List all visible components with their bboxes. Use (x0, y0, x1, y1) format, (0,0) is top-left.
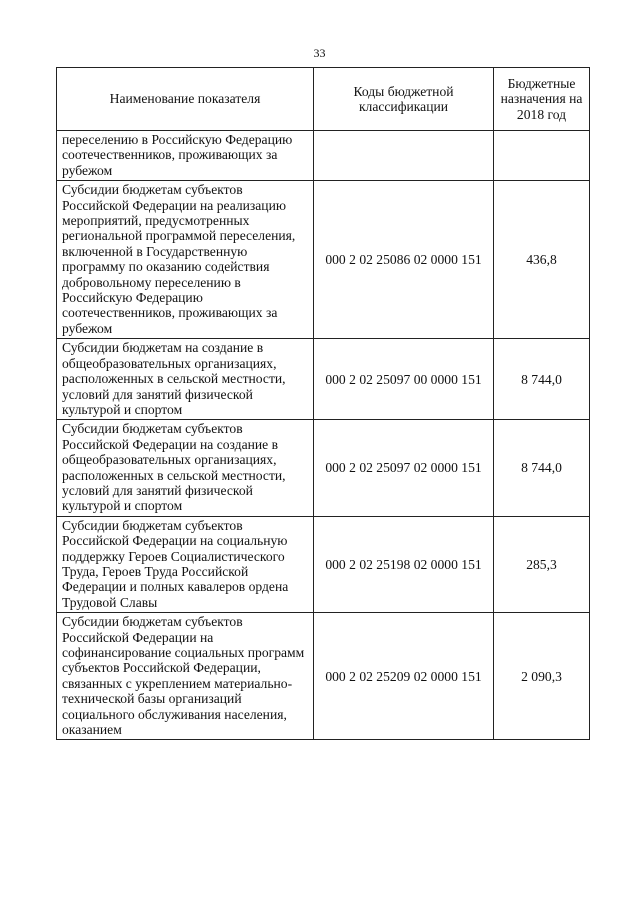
row-code-cell: 000 2 02 25086 02 0000 151 (314, 181, 494, 339)
column-header-name: Наименование показателя (57, 68, 314, 131)
row-amount-cell: 8 744,0 (494, 339, 590, 420)
row-amount-cell: 8 744,0 (494, 420, 590, 516)
column-header-code: Коды бюджетной классификации (314, 68, 494, 131)
row-code-cell: 000 2 02 25097 00 0000 151 (314, 339, 494, 420)
table-row (57, 339, 590, 420)
row-code-cell: 000 2 02 25097 02 0000 151 (314, 420, 494, 516)
table-row (57, 516, 590, 612)
row-name-cell: Субсидии бюджетам на создание в общеобразовательных организациях, расположенных в сельской местности, условий для занятий физической культурой и спортом (57, 339, 314, 420)
table-row (57, 181, 590, 339)
row-name-cell: Субсидии бюджетам субъектов Российской Федерации на социальную поддержку Героев Социалистического Труда, Героев Труда Российской Федерации и полных кавалеров ордена Трудовой Славы (57, 516, 314, 612)
row-code-cell: 000 2 02 25209 02 0000 151 (314, 613, 494, 740)
row-amount-cell: 285,3 (494, 516, 590, 612)
table-row (57, 131, 590, 181)
row-name-cell: Субсидии бюджетам субъектов Российской Федерации на софинансирование социальных программ субъектов Российской Федерации, связанных с укреплением материально-технической базы организаций социального обслуживания населения, оказанием (57, 613, 314, 740)
table-row (57, 613, 590, 740)
row-amount-cell: 436,8 (494, 181, 590, 339)
row-name-cell: Субсидии бюджетам субъектов Российской Федерации на реализацию мероприятий, предусмотренных региональной программой переселения, включенной в Государственную программу по оказанию содействия добровольному переселению в Российскую Федерацию соотечественников, проживающих за рубежом (57, 181, 314, 339)
table-row (57, 420, 590, 516)
table-header-row (57, 68, 590, 131)
row-code-cell (314, 131, 494, 181)
row-amount-cell (494, 131, 590, 181)
column-header-amount: Бюджетные назначения на 2018 год (494, 68, 590, 131)
budget-table (56, 67, 590, 740)
page-number: 33 (313, 46, 326, 60)
row-amount-cell: 2 090,3 (494, 613, 590, 740)
row-name-cell: Субсидии бюджетам субъектов Российской Федерации на создание в общеобразовательных организациях, расположенных в сельской местности, условий для занятий физической культурой и спортом (57, 420, 314, 516)
row-code-cell: 000 2 02 25198 02 0000 151 (314, 516, 494, 612)
row-name-cell: переселению в Российскую Федерацию соотечественников, проживающих за рубежом (57, 131, 314, 181)
